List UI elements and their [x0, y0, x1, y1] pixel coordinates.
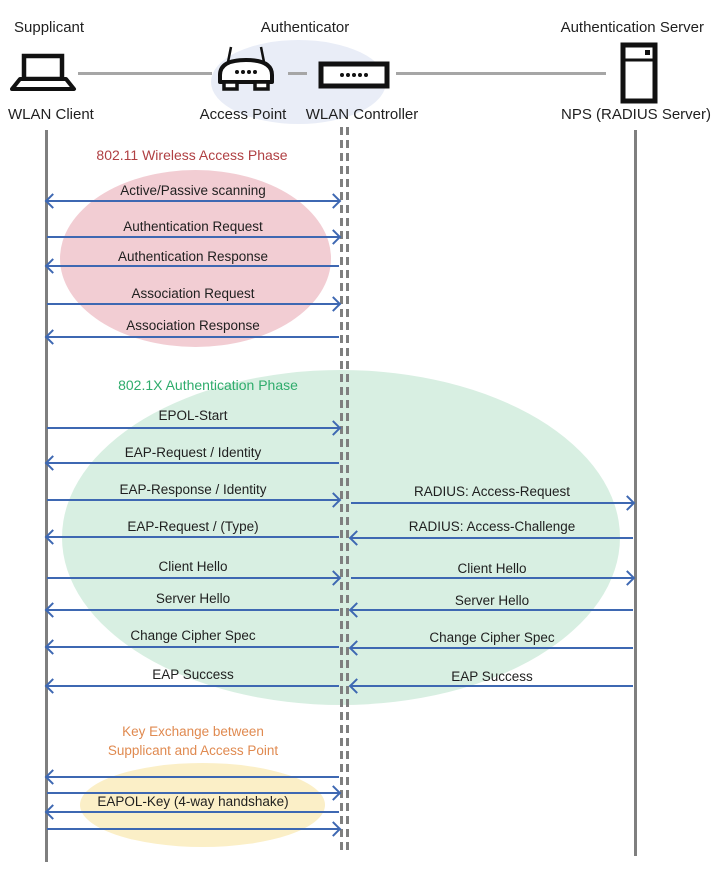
message-label: Association Request — [131, 286, 255, 301]
phase3-title-line1: Key Exchange between — [122, 724, 264, 739]
message-label: EPOL-Start — [158, 408, 228, 423]
lifeline-authentication-server — [634, 130, 637, 856]
node-label-nps-radius-server: NPS (RADIUS Server) — [560, 106, 712, 123]
access-point-icon — [210, 44, 282, 96]
lifeline-authenticator-right — [346, 127, 349, 852]
connector-controller-server — [396, 72, 606, 75]
message-label: Client Hello — [158, 559, 228, 574]
connector-ap-controller — [288, 72, 307, 75]
phase1-title: 802.11 Wireless Access Phase — [96, 147, 288, 163]
message-label: RADIUS: Access-Challenge — [408, 519, 576, 534]
role-supplicant: Supplicant — [14, 19, 85, 36]
wlan-controller-icon — [318, 61, 390, 89]
laptop-icon — [8, 53, 78, 95]
message-label: Change Cipher Spec — [130, 628, 256, 643]
message-label: EAP-Response / Identity — [119, 482, 267, 497]
node-label-wlan-controller: WLAN Controller — [305, 106, 419, 123]
message-label: EAP Success — [152, 667, 234, 682]
message-label: EAP-Request / Identity — [124, 445, 262, 460]
message-label: Authentication Request — [123, 219, 263, 234]
message-label: Server Hello — [454, 593, 530, 608]
role-authenticator: Authenticator — [260, 19, 350, 36]
phase3-title — [108, 722, 278, 760]
phase2-title: 802.1X Authentication Phase — [118, 377, 298, 393]
role-authentication-server: Authentication Server — [560, 19, 704, 36]
message-label: Authentication Response — [117, 249, 269, 264]
node-label-access-point: Access Point — [199, 106, 287, 123]
message-label: Active/Passive scanning — [120, 183, 266, 198]
node-label-wlan-client: WLAN Client — [8, 106, 94, 123]
message-label: Server Hello — [155, 591, 231, 606]
message-label: EAP Success — [451, 669, 533, 684]
message-label: Client Hello — [457, 561, 527, 576]
message-label: EAPOL-Key (4-way handshake) — [97, 794, 289, 809]
message-label: EAP-Request / (Type) — [127, 519, 259, 534]
phase3-title-line2: Supplicant and Access Point — [107, 743, 279, 758]
connector-client-ap — [78, 72, 212, 75]
server-icon — [620, 42, 658, 104]
lifeline-supplicant — [45, 130, 48, 862]
message-label: RADIUS: Access-Request — [413, 484, 571, 499]
message-label: Change Cipher Spec — [429, 630, 555, 645]
message-label: Association Response — [126, 318, 260, 333]
